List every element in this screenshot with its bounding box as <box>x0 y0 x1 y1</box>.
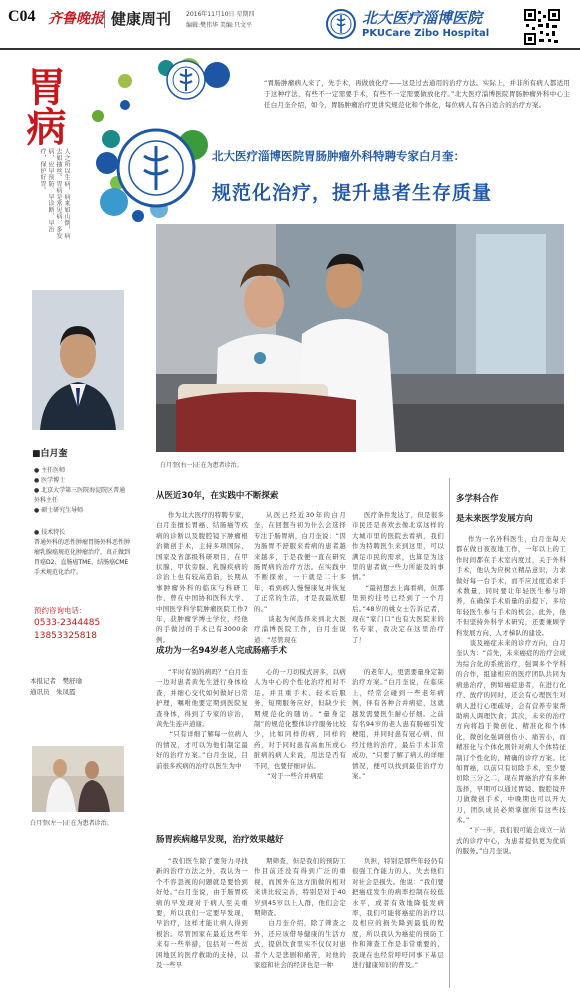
sec3-col1: “我们医生除了要努力寻找新的治疗方法之外，我认为一个不容忽视的问题就是要恰到好处。”白月奎说，由于肠胃疾病的早发现对于病人至关重要，所以我们一定要早发现，早治疗，这样才能让病人得到根治。尽管国家在最近这些年来有一些举措，包括对一些贫困地区的医疗救助的支持，以及一些早 <box>156 857 248 970</box>
phone-number-1: 0533-2344485 <box>34 618 101 628</box>
intro-paragraph: “胃肠肿瘤病人来了，先手术，再做放化疗——这是过去通用的治疗方法。实际上，并非所有病人都适用于这种疗法，有些不一定需要手术，有些不一定需要做放化疗。”北大医疗淄博医院胃肠肿瘤外科中心主任白月奎介绍，如今，胃肠肿瘤治疗更讲究规范化和个体化，每位病人有各自适合的治疗方案。 <box>264 79 570 109</box>
hospital-seal-large-icon <box>116 128 196 208</box>
sec2-col3: 的老年人，更需要量身定制治疗方案。”白月奎说，在临床上，经常会碰到一些老年病例，伴有各种合并病症，这就越发需要医生耐心仔细。之前有名94岁的老人患有肠癌引发梗阻，并同时患有冠心病，但经过他的治疗，最后手术非常成功，“只要了解了病人的详细情况，便可以找到最佳治疗方案。” <box>352 668 444 781</box>
phone-number-2: 13853325818 <box>34 631 97 641</box>
headline-main: 规范化治疗，提升患者生存质量 <box>212 182 493 204</box>
credentials-list <box>34 466 130 516</box>
section-name: 健康周刊 <box>111 10 172 28</box>
section-title-1: 从医近30年，在实践中不断探索 <box>156 491 279 501</box>
section-title-3: 肠胃疾病越早发现，治疗效果越好 <box>156 835 284 845</box>
sec3-col2: 期筛查，但是我们的预防工作目前还没有得到广泛的重视，而国外在这方面做的相对来讲比较完善，特别是对于40岁到45岁以上人群，他们会定期筛查。 白月奎介绍，除了筛查之外，还应该借导健康的生活方式，提倡饮食里实不仅仅对患者个人是悲剧和痛苦，对他的家庭和社会的经济也是一种 <box>254 857 346 970</box>
masthead-divider <box>104 10 105 28</box>
credential-item: ● 硕士研究生导师 <box>34 507 84 514</box>
headline-kicker: 北大医疗淄博医院胃肠肿瘤外科特聘专家白月奎： <box>212 149 465 163</box>
byline: 本报记者 樊舒瑜 通讯员 朱凤霞 <box>30 677 82 696</box>
sec1-col3: 医疗条件发达了，但是很多市民还是喜欢去像北京这样的大城市里的医院去看病，我们作为特聘医生来到这里，可以满足市民的需求，也算是为这里的患者做一些力所能及的事情。” “最初想去上海看病，但那里预约挂号已经到了一个月后。”48岁的姚女士告诉记者，现在“家门口”也有大医院来的名专家，我决定在这里治疗了！ <box>352 511 444 644</box>
sidebar-title: 胃病 <box>20 66 67 146</box>
doctor-portrait <box>32 290 124 430</box>
hospital-logo-icon <box>326 9 356 39</box>
main-photo-image <box>156 224 564 452</box>
masthead <box>0 0 580 58</box>
main-photo <box>156 224 564 452</box>
phone-label: 预约咨询电话： <box>34 606 87 615</box>
sidebar-vertical-text: 人之所以生病，病来如山倒，病去如抽丝。胃病是常见病、多发病，应早预防、早诊断、早治疗，保护好胃。 <box>39 148 70 239</box>
credential-item: ● 北京大学第三医院海淀院区普通外科主任 <box>34 487 126 504</box>
sec1-col1: 作为北大医疗的特聘专家，白月奎擅长胃癌、结肠癌等疾病的诊断以及腹腔镜下肿瘤根治微创手术，主持多项国际、国家及省部级科研项目，在甲状腺、甲状旁腺、乳腺疾病的诊治上也有较高造诣，长期从事肿瘤外科的临床与科研工作，曾在中国协和医科大学、中国医学科学院肿瘤医院工作7年，获肿瘤学博士学位，经他的手做过的手术已有3000余例。 <box>156 511 248 644</box>
hospital-seal-small-icon <box>166 60 206 100</box>
qr-code-icon <box>524 9 560 45</box>
sec1-col2: 从医已经近30年的白月奎，在回想当初为什么会选择专注于肠胃病，白月奎说：“因为肠胃不舒服来看病的患者越来越多，于是我便一直在研究肠胃病的治疗方法。在实践中不断探索，一干就是二十多年，看到病人慢慢康复并恢复了正常的生活，才是我最欣慰的。” 谈起为何选择来到北大医疗淄博医院工作，白月奎说道：“尽管现在 <box>254 511 346 644</box>
doctor-portrait-image <box>32 290 124 430</box>
doctor-name: ■白月奎 <box>32 449 68 459</box>
credential-item: ● 主任医师 <box>34 467 66 474</box>
main-photo-caption: 白月奎(右一)正在为患者诊治。 <box>160 462 243 469</box>
right-column-text: 作为一名外科医生，白月奎每天都在做日夜夜地工作，一年以上的工作时间都在手术室内度过，关于外科手术，他认为应树立精品意识，力求做好每一台手术，而不应过度追求手术数量，同时要让年轻医生参与培养，在确保手术质量的前提下，多给年轻医生参与手术的机会，此外，他不但坚持外科学术研究，还要兼顾学科发展方向、人才梯队的建设。 谈及癌症未来的诊疗方向，白月奎认为：“首先，未来癌症的治疗会成为综合化的系统治疗，强调多个学科的合作，组建相应的医疗团队共同为病患治疗，例如癌症患者，在进行化疗、放疗的同时，还会有心理医生对病人进行心理疏导，会有营养专家帮助病人调理饮食；其次，未来的治疗方向将趋于微创化、精准化和个体化，微创化强调创伤小、痛苦小，而精准化与个体化则针对病人个体特征制订个性化的、精确的诊疗方案。比如胃癌，以前只有切除手术，至少要切除三分之二，现在胃癌治疗有多种选择，早期可以通过胃镜、腹腔镜开刀做微创手术，中晚期也可以开大刀，团队成员必须掌握所有这些技术。” “下一步，我们很可能会成立一站式的诊疗中心，为患者提供更为优质的服务。”白月奎说。 <box>456 535 566 856</box>
editors: 编辑:樊伟华 美编:只文平 <box>186 22 252 29</box>
hospital-name-cn: 北大医疗淄博医院 <box>362 9 483 27</box>
paper-name-logo: 齐鲁晚报 <box>48 11 104 27</box>
section-title-2: 成功为一名94岁老人完成肠癌手术 <box>156 646 287 656</box>
sec2-col1: “平时有别的病吗？”白月奎一边对患者黄先生进行身体检查，并细心交代如何做好日常护理，嘱咐他要定期到医院复查身体，得到了专家的诊治，黄先生连声道谢。 “只有详细了解每一位病人的情况，才可以为他们制定最好的治疗方案。”白月奎说，目前很多疾病的治疗以医生为中 <box>156 668 248 770</box>
specialty-text: 普通外科的恶性肿瘤胃肠外科恶性肿瘤乳腺癌规范化肿瘤治疗，真正做到胃癌D2、直肠癌TME、结肠癌CME手术规范化治疗。 <box>34 539 131 576</box>
sec2-col2: 心的一刀切模式居多，以病人为中心的个性化治疗相对不足。并且重手术、轻术后服务，短期服务应好，但缺少长期规范化的随访。“量身定制”的规范化整体诊疗服务比较少，比如同样的病，同样的药，对于同时患有高血压或心脏病的病人来说，用法是否有不同，也要仔细评估。 “对于一些合并病症 <box>254 668 346 781</box>
right-title-2: 是未来医学发展方向 <box>456 514 533 524</box>
consult-photo <box>32 746 124 812</box>
consult-photo-caption: 白月奎(左一)正在为患者诊治。 <box>30 820 113 827</box>
phone-block <box>34 604 130 643</box>
sec3-col3: 负担，特别是那些年轻仍有很强工作能力的人，失去他们对社会是损失。他说：“我们要把癌症发生的病率控制在较低水平，或者有效地降低发病率，我们可能将癌症的治疗以及相应的损失降到最低的程度，所以我认为癌症的预防工作和筛查工作是非常重要的，我现在也经常呼吁同事下基层进行健康知识的普及。” <box>352 857 444 970</box>
issue-date: 2016年11月10日 星期四 <box>186 11 255 18</box>
credential-item: ● 医学博士 <box>34 477 66 484</box>
masthead-rule <box>0 48 580 50</box>
specialty-block <box>34 528 130 578</box>
page-number: C04 <box>8 8 36 25</box>
specialty-title: ● 技术特长 <box>34 529 66 536</box>
right-column-divider <box>449 478 450 988</box>
hospital-name-en: PKUCare Zibo Hospital <box>362 28 490 39</box>
right-title-1: 多学科合作 <box>456 494 499 504</box>
bullet-square-icon: ■ <box>32 449 41 459</box>
